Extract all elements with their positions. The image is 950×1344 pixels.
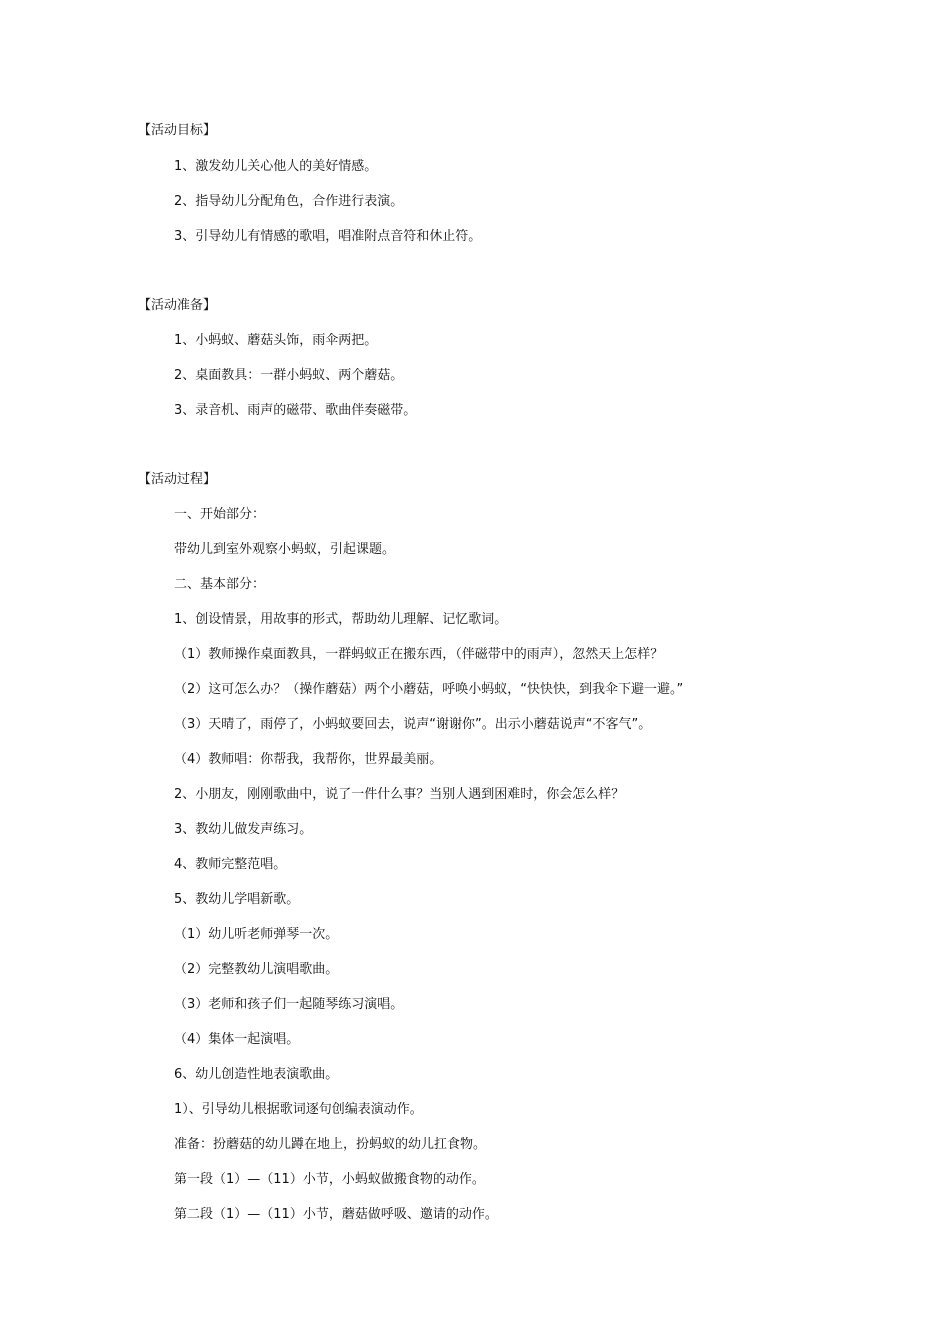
process-line-7: （3）天晴了，雨停了，小蚂蚁要回去，说声“谢谢你”。出示小蘑菇说声“不客气”。 <box>174 717 652 732</box>
process-line-11: 4、教师完整范唱。 <box>174 857 287 872</box>
process-line-9: 2、小朋友，刚刚歌曲中，说了一件什么事？当别人遇到困难时，你会怎么样？ <box>174 787 625 802</box>
process-line-1: 一、开始部分： <box>174 507 266 522</box>
process-line-12: 5、教幼儿学唱新歌。 <box>174 892 300 907</box>
process-line-20: 第一段（1）—（11）小节，小蚂蚁做搬食物的动作。 <box>174 1172 485 1187</box>
section-heading-preparation: 【活动准备】 <box>138 298 217 313</box>
process-line-14: （2）完整教幼儿演唱歌曲。 <box>174 962 339 977</box>
process-line-4: 1、创设情景，用故事的形式，帮助幼儿理解、记忆歌词。 <box>174 612 508 627</box>
preparation-item-2: 2、桌面教具：一群小蚂蚁、两个蘑菇。 <box>174 368 404 383</box>
process-line-21: 第二段（1）—（11）小节，蘑菇做呼吸、邀请的动作。 <box>174 1207 498 1222</box>
process-line-17: 6、幼儿创造性地表演歌曲。 <box>174 1067 339 1082</box>
process-line-10: 3、教幼儿做发声练习。 <box>174 822 313 837</box>
process-line-3: 二、基本部分： <box>174 577 266 592</box>
goal-item-2: 2、指导幼儿分配角色，合作进行表演。 <box>174 194 404 209</box>
goal-item-3: 3、引导幼儿有情感的歌唱，唱准附点音符和休止符。 <box>174 229 482 244</box>
preparation-item-3: 3、录音机、雨声的磁带、歌曲伴奏磁带。 <box>174 403 417 418</box>
section-heading-process: 【活动过程】 <box>138 472 217 487</box>
process-line-15: （3）老师和孩子们一起随琴练习演唱。 <box>174 997 404 1012</box>
process-line-5: （1）教师操作桌面教具，一群蚂蚁正在搬东西，（伴磁带中的雨声），忽然天上怎样？ <box>174 647 664 662</box>
process-line-18: 1）、引导幼儿根据歌词逐句创编表演动作。 <box>174 1102 423 1117</box>
preparation-item-1: 1、小蚂蚁、蘑菇头饰，雨伞两把。 <box>174 333 378 348</box>
process-line-16: （4）集体一起演唱。 <box>174 1032 300 1047</box>
process-line-6: （2）这可怎么办？（操作蘑菇）两个小蘑菇，呼唤小蚂蚁，“快快快，到我伞下避一避。” <box>174 682 684 697</box>
process-line-13: （1）幼儿听老师弹琴一次。 <box>174 927 339 942</box>
section-heading-goals: 【活动目标】 <box>138 123 217 138</box>
process-line-19: 准备：扮蘑菇的幼儿蹲在地上，扮蚂蚁的幼儿扛食物。 <box>174 1137 487 1152</box>
process-line-2: 带幼儿到室外观察小蚂蚁，引起课题。 <box>174 542 396 557</box>
goal-item-1: 1、激发幼儿关心他人的美好情感。 <box>174 159 378 174</box>
process-line-8: （4）教师唱：你帮我，我帮你，世界最美丽。 <box>174 752 443 767</box>
